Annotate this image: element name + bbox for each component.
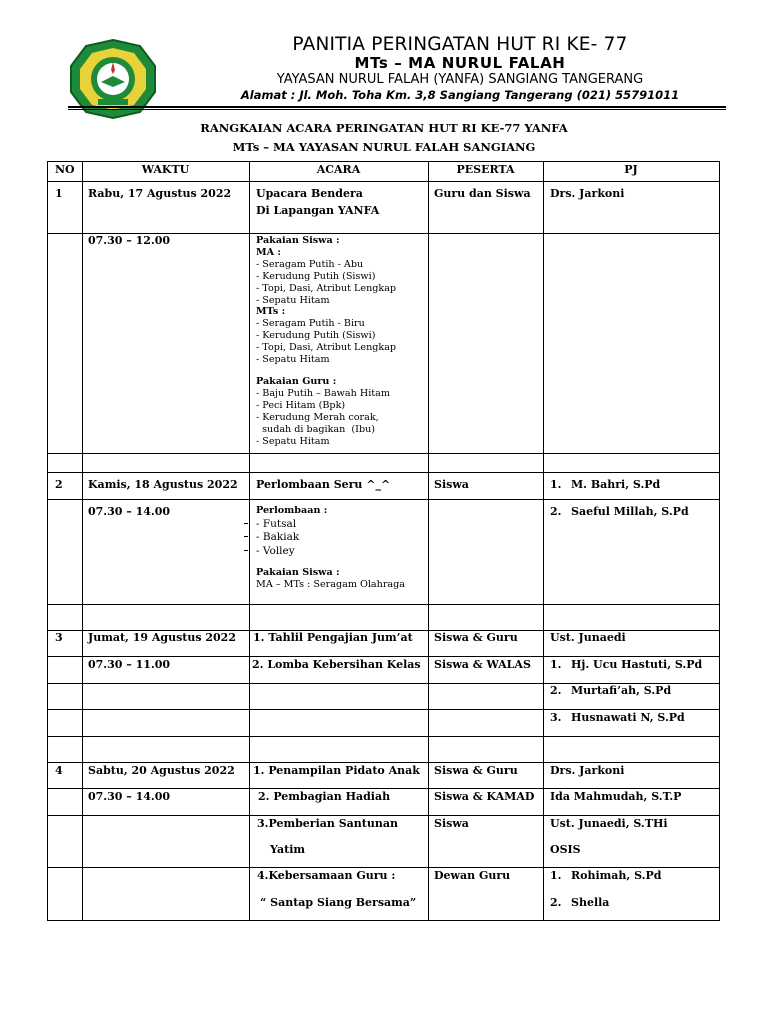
dress-item: - Peci Hitam (Bpk) — [256, 399, 346, 411]
row-pic: Drs. Jarkoni — [550, 187, 625, 200]
row-event: 2. Pembagian Hadiah — [258, 790, 391, 803]
sports-dress-text: MA – MTs : Seragam Olahraga — [256, 579, 405, 590]
dress-item: - Baju Putih – Bawah Hitam — [256, 387, 390, 399]
row-event-location: Di Lapangan YANFA — [256, 204, 380, 217]
competition-item: - Bakiak — [256, 531, 300, 543]
dress-item: sudah di bagikan (Ibu) — [256, 423, 376, 435]
competition-item: - Futsal — [256, 517, 297, 530]
row-event: Perlombaan Seru ^_^ — [256, 478, 391, 491]
row-pic-number: 2. — [550, 896, 562, 909]
competition-item: - Volley — [256, 544, 295, 557]
row-pic: OSIS — [550, 843, 581, 856]
row-event: 1. Penampilan Pidato Anak — [253, 764, 420, 777]
competition-heading: Perlombaan : — [256, 505, 328, 516]
dress-item: - Sepatu Hitam — [256, 435, 330, 447]
row-no: 3 — [55, 631, 63, 644]
row-pic: M. Bahri, S.Pd — [571, 478, 661, 491]
row-pic: Hj. Ucu Hastuti, S.Pd — [571, 658, 703, 671]
sports-dress-heading: Pakaian Siswa : — [256, 567, 340, 578]
row-no: 4 — [55, 764, 63, 777]
dress-item: - Topi, Dasi, Atribut Lengkap — [256, 342, 397, 354]
row-pic: Rohimah, S.Pd — [571, 869, 662, 882]
row-event-continued: “ Santap Siang Bersama” — [260, 896, 417, 909]
header-no: NO — [55, 163, 75, 176]
row-event: 1. Tahlil Pengajian Jum’at — [253, 631, 413, 644]
row-pic-number: 2. — [550, 505, 562, 518]
header-acara: ACARA — [316, 163, 361, 176]
letterhead-rule-thick — [68, 106, 726, 108]
row-time: 07.30 – 11.00 — [88, 658, 171, 671]
header-waktu: WAKTU — [141, 163, 190, 176]
row-pic: Husnawati N, S.Pd — [571, 711, 685, 724]
document-title: RANGKAIAN ACARA PERINGATAN HUT RI KE-77 YANFA — [200, 121, 568, 135]
row-time: 07.30 – 12.00 — [88, 234, 171, 247]
row-time: 07.30 – 14.00 — [88, 790, 171, 803]
row-participants: Siswa — [434, 478, 469, 491]
row-pic-number: 1. — [550, 478, 562, 491]
row-event: Upacara Bendera — [256, 187, 363, 200]
letterhead-rule-thin — [68, 109, 726, 110]
row-date: Jumat, 19 Agustus 2022 — [88, 631, 236, 644]
row-pic-number: 1. — [550, 658, 562, 671]
row-event: 4.Kebersamaan Guru : — [257, 869, 396, 882]
dress-teacher-heading: Pakaian Guru : — [256, 375, 337, 387]
dress-item: - Seragam Putih - Biru — [256, 318, 365, 330]
row-participants: Siswa & Guru — [434, 631, 518, 644]
committee-title: PANITIA PERINGATAN HUT RI KE- 77 — [292, 34, 628, 55]
dress-item: - Kerudung Merah corak, — [256, 411, 379, 423]
row-pic-number: 2. — [550, 684, 562, 697]
row-event: 3.Pemberian Santunan — [257, 817, 398, 830]
dress-item: - Topi, Dasi, Atribut Lengkap — [256, 282, 397, 294]
foundation-name: YAYASAN NURUL FALAH (YANFA) SANGIANG TANGERANG — [276, 72, 644, 87]
row-no: 1 — [55, 187, 63, 200]
address: Alamat : Jl. Moh. Toha Km. 3,8 Sangiang Tangerang (021) 55791011 — [240, 88, 680, 102]
row-date: Rabu, 17 Agustus 2022 — [88, 187, 232, 200]
row-event-continued: Yatim — [270, 843, 306, 856]
row-time: 07.30 – 14.00 — [88, 505, 171, 518]
row-event: 2. Lomba Kebersihan Kelas — [252, 658, 421, 671]
row-pic: Drs. Jarkoni — [550, 764, 625, 777]
row-pic: Murtafi’ah, S.Pd — [571, 684, 672, 697]
dress-item: - Kerudung Putih (Siswi) — [256, 270, 376, 282]
dress-item: - Kerudung Putih (Siswi) — [256, 330, 376, 342]
row-pic: Ida Mahmudah, S.T.P — [550, 790, 682, 803]
dress-item: - Sepatu Hitam — [256, 354, 330, 366]
row-no: 2 — [55, 478, 63, 491]
row-date: Kamis, 18 Agustus 2022 — [88, 478, 238, 491]
dress-item: - Sepatu Hitam — [256, 294, 330, 306]
row-participants: Siswa & Guru — [434, 764, 518, 777]
row-pic-number: 1. — [550, 869, 562, 882]
school-name: MTs – MA NURUL FALAH — [354, 54, 566, 72]
row-participants: Siswa — [434, 817, 469, 830]
row-pic: Ust. Junaedi, S.THi — [550, 817, 668, 830]
dress-mts-heading: MTs : — [256, 306, 286, 318]
row-participants: Siswa & KAMAD — [434, 790, 535, 803]
document-subtitle: MTs – MA YAYASAN NURUL FALAH SANGIANG — [232, 140, 536, 154]
row-date: Sabtu, 20 Agustus 2022 — [88, 764, 235, 777]
row-pic: Shella — [571, 896, 610, 909]
row-participants: Siswa & WALAS — [434, 658, 531, 671]
dress-ma-heading: MA : — [256, 246, 281, 258]
dress-code-block — [256, 235, 396, 447]
dress-item: - Seragam Putih - Abu — [256, 258, 364, 270]
header-peserta: PESERTA — [456, 163, 515, 176]
row-pic-number: 3. — [550, 711, 562, 724]
row-pic: Saeful Millah, S.Pd — [571, 505, 689, 518]
dress-student-heading: Pakaian Siswa : — [256, 235, 340, 246]
competition-block — [256, 504, 405, 591]
row-participants: Dewan Guru — [434, 869, 511, 882]
header-pj: PJ — [624, 163, 638, 176]
row-participants: Guru dan Siswa — [434, 187, 531, 200]
row-pic: Ust. Junaedi — [550, 631, 626, 644]
